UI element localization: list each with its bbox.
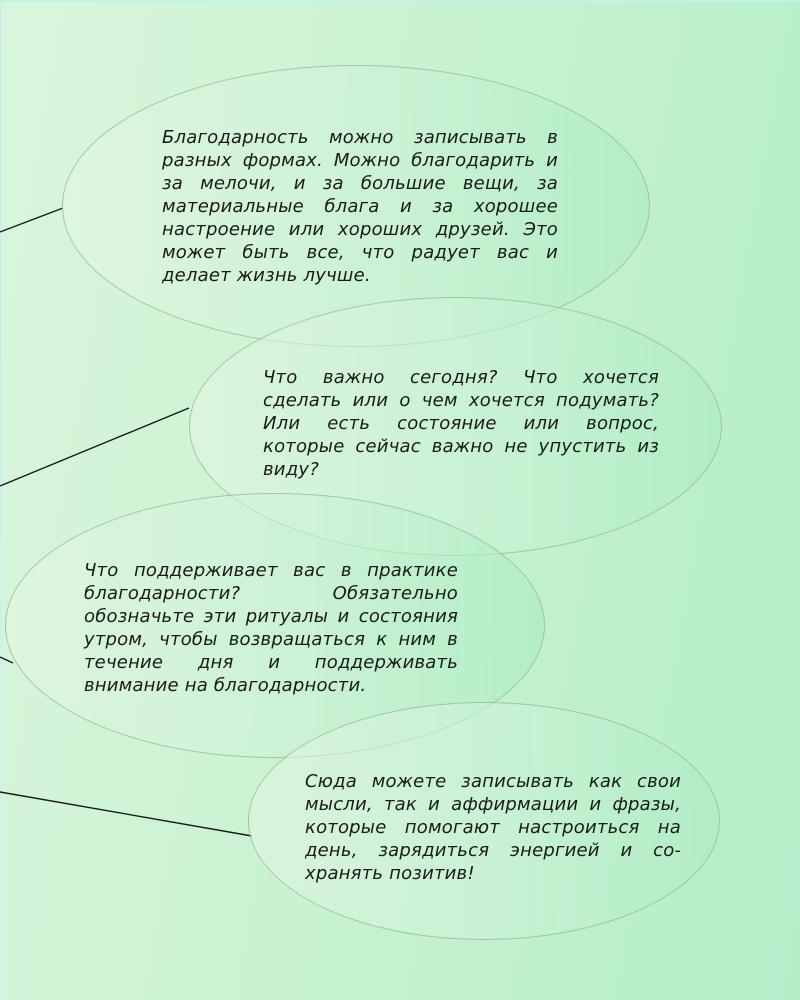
connector-line-4 xyxy=(0,792,252,836)
connector-line-3 xyxy=(0,657,13,663)
note-text-3: Что поддерживает вас в практике благодарности? Обязательно обозначьте эти ритуалы и состояния утром, чтобы возвращаться к ним в течение дня и поддерживать внимание на благодарности. xyxy=(84,560,458,696)
note-text-1: Благодарность можно записывать в разных формах. Можно благодарить и за мелочи, и за большие вещи, за материальные блага и за хорошее настроение или хороших друзей. Это может быть все, что радует вас и делает жизнь лучше. xyxy=(162,127,558,286)
note-text-4: Сюда можете записывать как свои мысли, так и аффирмации и фразы, которые помогают настроиться на день, зарядиться энергией и сохранять позитив! xyxy=(305,771,681,884)
connector-line-2 xyxy=(0,408,189,486)
note-text-2: Что важно сегодня? Что хочется сделать или о чем хочется подумать? Или есть состояние или вопрос, которые сейчас важно не упустить из виду? xyxy=(263,367,659,480)
connector-line-1 xyxy=(0,208,63,232)
